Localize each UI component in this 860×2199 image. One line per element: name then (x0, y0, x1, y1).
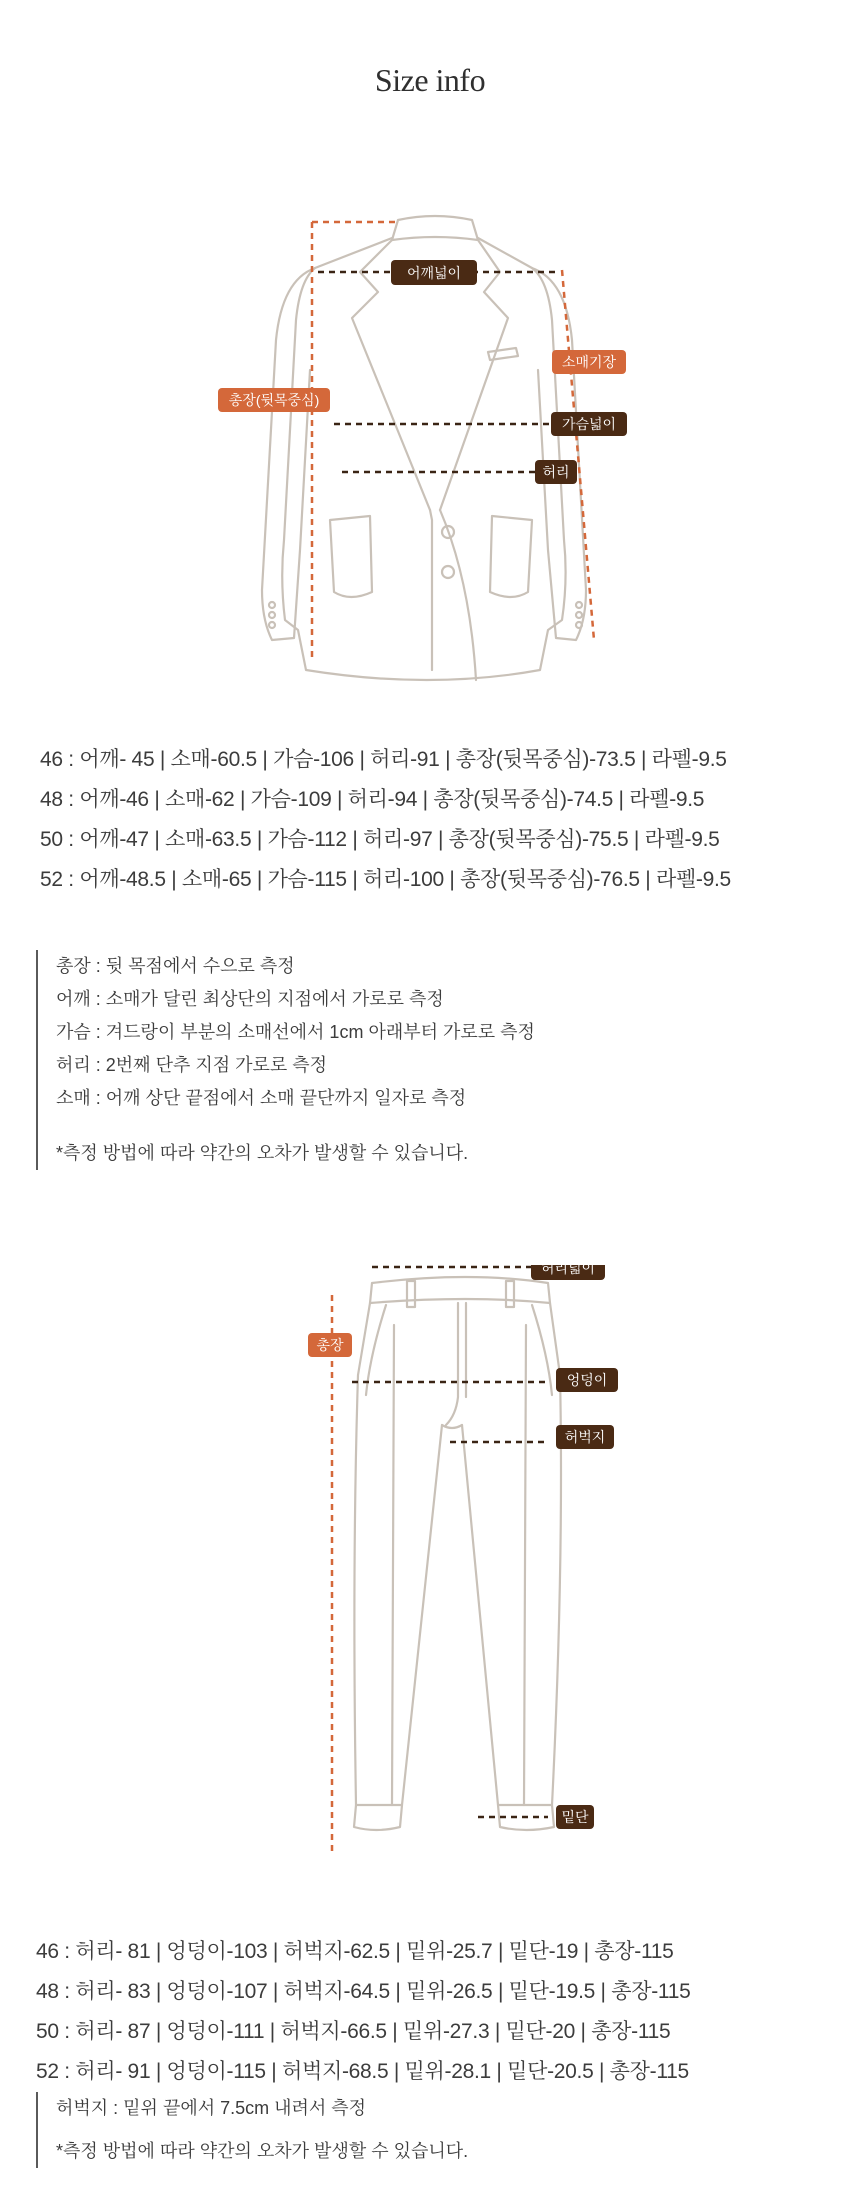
svg-text:총장: 총장 (316, 1337, 344, 1353)
jacket-label-shoulder (391, 260, 477, 285)
svg-text:어깨넓이: 어깨넓이 (406, 265, 462, 281)
jacket-measure-notes (36, 950, 535, 1170)
jacket-size-row: 48 : 어깨-46 | 소매-62 | 가슴-109 | 허리-94 | 총장(뒷목중심)-74.5 | 라펠-9.5 (40, 788, 705, 811)
svg-text:밑단: 밑단 (561, 1809, 589, 1825)
pants-label-waist (531, 1265, 605, 1280)
svg-text:소매기장: 소매기장 (561, 354, 617, 370)
pants-measure-notes (36, 2092, 468, 2168)
pants-size-row: 48 : 허리- 83 | 엉덩이-107 | 허벅지-64.5 | 밑위-26.5 | 밑단-19.5 | 총장-115 (36, 1980, 691, 2003)
jacket-size-table (40, 740, 850, 900)
note-line: 소매 : 어깨 상단 끝점에서 소매 끝단까지 일자로 측정 (56, 1088, 467, 1108)
note-line: 어깨 : 소매가 달린 최상단의 지점에서 가로로 측정 (56, 989, 444, 1009)
jacket-label-total-length (218, 388, 330, 412)
note-line: 총장 : 뒷 목점에서 수으로 측정 (56, 956, 295, 976)
pants-size-row: 50 : 허리- 87 | 엉덩이-111 | 허벅지-66.5 | 밑위-27.3 | 밑단-20 | 총장-115 (36, 2020, 671, 2043)
svg-text:허리넓이: 허리넓이 (540, 1265, 596, 1276)
pants-size-row: 52 : 허리- 91 | 엉덩이-115 | 허벅지-68.5 | 밑위-28.1 | 밑단-20.5 | 총장-115 (36, 2060, 689, 2083)
pants-size-table (36, 1932, 846, 2092)
svg-text:허벅지: 허벅지 (564, 1429, 606, 1445)
pants-size-row: 46 : 허리- 81 | 엉덩이-103 | 허벅지-62.5 | 밑위-25.7 | 밑단-19 | 총장-115 (36, 1940, 674, 1963)
pants-label-total-length (308, 1333, 352, 1357)
jacket-size-row: 50 : 어깨-47 | 소매-63.5 | 가슴-112 | 허리-97 | 총장(뒷목중심)-75.5 | 라펠-9.5 (40, 828, 720, 851)
pants-label-hip (556, 1368, 618, 1392)
pants-diagram (0, 1265, 860, 1865)
note-line: 허리 : 2번째 단추 지점 가로로 측정 (56, 1055, 328, 1075)
pants-illustration (0, 1265, 860, 1865)
svg-text:가슴넓이: 가슴넓이 (561, 416, 617, 432)
disclaimer: *측정 방법에 따라 약간의 오차가 발생할 수 있습니다. (56, 2141, 469, 2161)
jacket-size-row: 46 : 어깨- 45 | 소매-60.5 | 가슴-106 | 허리-91 | 총장(뒷목중심)-73.5 | 라펠-9.5 (40, 748, 727, 771)
jacket-label-chest (551, 412, 627, 436)
page-title: Size info (374, 62, 486, 98)
jacket-size-row: 52 : 어깨-48.5 | 소매-65 | 가슴-115 | 허리-100 | 총장(뒷목중심)-76.5 | 라펠-9.5 (40, 868, 731, 891)
svg-text:허리: 허리 (542, 464, 570, 480)
jacket-illustration (0, 200, 860, 690)
note-line: 가슴 : 겨드랑이 부분의 소매선에서 1cm 아래부터 가로로 측정 (56, 1022, 535, 1042)
jacket-label-sleeve (552, 350, 626, 374)
jacket-label-waist (535, 460, 577, 484)
svg-text:총장(뒷목중심): 총장(뒷목중심) (228, 392, 320, 408)
pants-label-thigh (556, 1425, 614, 1449)
svg-text:엉덩이: 엉덩이 (566, 1372, 608, 1388)
note-line: 허벅지 : 밑위 끝에서 7.5cm 내려서 측정 (56, 2098, 367, 2118)
jacket-diagram (0, 200, 860, 690)
disclaimer: *측정 방법에 따라 약간의 오차가 발생할 수 있습니다. (56, 1143, 469, 1163)
pants-label-hem (556, 1805, 594, 1829)
